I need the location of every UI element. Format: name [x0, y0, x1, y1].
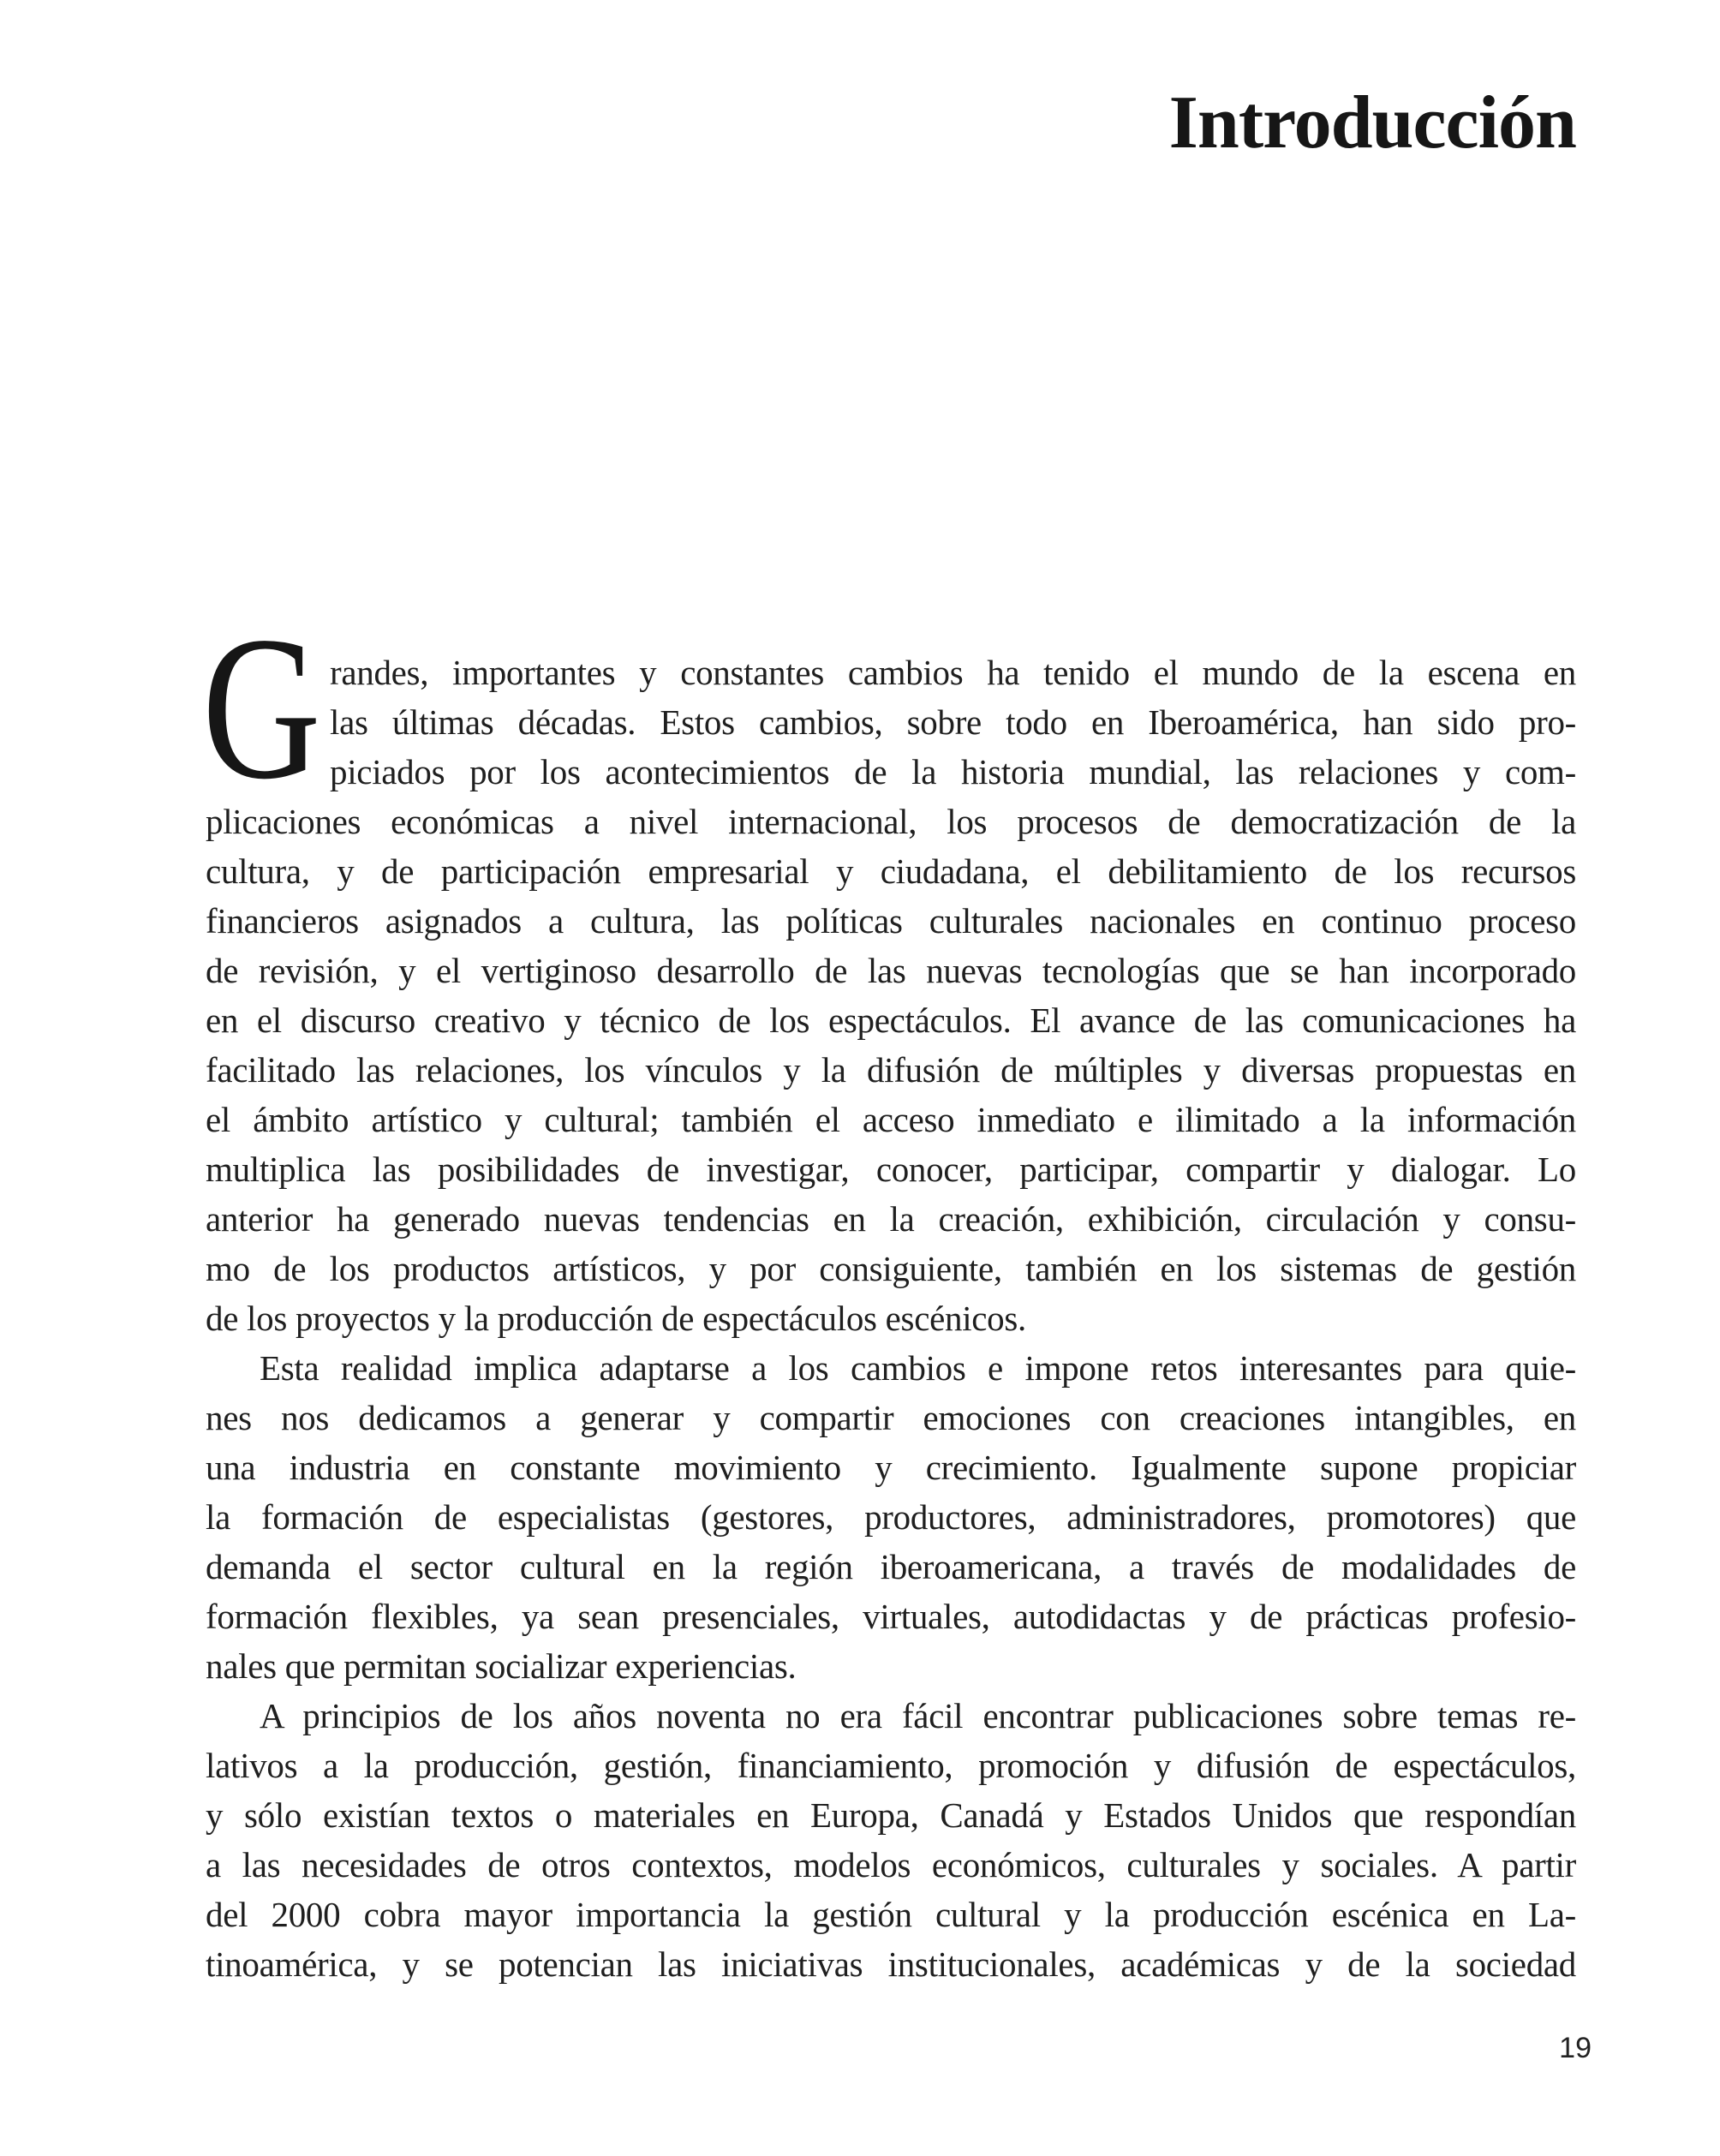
text-line: de revisión, y el vertiginoso desarrollo de las nuevas tecnologías que se han incorporado [206, 951, 1576, 990]
text-line: demanda el sector cultural en la región iberoamericana, a través de modalidades de [206, 1547, 1576, 1586]
text-line: mo de los productos artísticos, y por consiguiente, también en los sistemas de gestión [206, 1249, 1576, 1288]
text-line: Esta realidad implica adaptarse a los cambios e impone retos interesantes para quie- [260, 1348, 1576, 1388]
text-line: financieros asignados a cultura, las políticas culturales nacionales en continuo proceso [206, 901, 1576, 941]
text-line: a las necesidades de otros contextos, modelos económicos, culturales y sociales. A partir [206, 1845, 1576, 1884]
drop-cap: G [202, 594, 321, 821]
text-line: nes nos dedicamos a generar y compartir emociones con creaciones intangibles, en [206, 1398, 1576, 1437]
text-line: lativos a la producción, gestión, financiamiento, promoción y difusión de espectáculos, [206, 1746, 1576, 1785]
text-line: de los proyectos y la producción de espectáculos escénicos. [206, 1299, 1026, 1338]
text-line: anterior ha generado nuevas tendencias en la creación, exhibición, circulación y consu- [206, 1199, 1576, 1239]
text-line: multiplica las posibilidades de investigar, conocer, participar, compartir y dialogar. Lo [206, 1150, 1576, 1189]
text-line: randes, importantes y constantes cambios ha tenido el mundo de la escena en [330, 653, 1576, 692]
text-line: las últimas décadas. Estos cambios, sobre todo en Iberoamérica, han sido pro- [330, 702, 1576, 742]
text-line: cultura, y de participación empresarial y ciudadana, el debilitamiento de los recursos [206, 851, 1576, 891]
text-line: del 2000 cobra mayor importancia la gestión cultural y la producción escénica en La- [206, 1895, 1576, 1934]
text-line: y sólo existían textos o materiales en Europa, Canadá y Estados Unidos que respondían [206, 1795, 1576, 1835]
text-line: formación flexibles, ya sean presenciales, virtuales, autodidactas y de prácticas profesio- [206, 1597, 1576, 1636]
text-line: plicaciones económicas a nivel internacional, los procesos de democratización de la [206, 802, 1576, 841]
text-line: una industria en constante movimiento y crecimiento. Igualmente supone propiciar [206, 1448, 1576, 1487]
text-line: A principios de los años noventa no era fácil encontrar publicaciones sobre temas re- [260, 1696, 1576, 1735]
text-line: en el discurso creativo y técnico de los espectáculos. El avance de las comunicaciones ha [206, 1000, 1576, 1040]
page-number: 19 [1559, 2032, 1592, 2064]
page-title: Introducción [1168, 81, 1576, 164]
text-line: piciados por los acontecimientos de la historia mundial, las relaciones y com- [330, 752, 1576, 791]
text-line: tinoamérica, y se potencian las iniciativas institucionales, académicas y de la sociedad [206, 1944, 1576, 1984]
text-line: la formación de especialistas (gestores, productores, administradores, promotores) que [206, 1497, 1576, 1537]
paragraphs [206, 648, 1576, 1989]
body-text [206, 648, 1576, 1989]
text-line: facilitado las relaciones, los vínculos y la difusión de múltiples y diversas propuestas en [206, 1050, 1576, 1090]
text-line: el ámbito artístico y cultural; también el acceso inmediato e ilimitado a la información [206, 1100, 1576, 1139]
text-line: nales que permitan socializar experiencias. [206, 1646, 797, 1686]
